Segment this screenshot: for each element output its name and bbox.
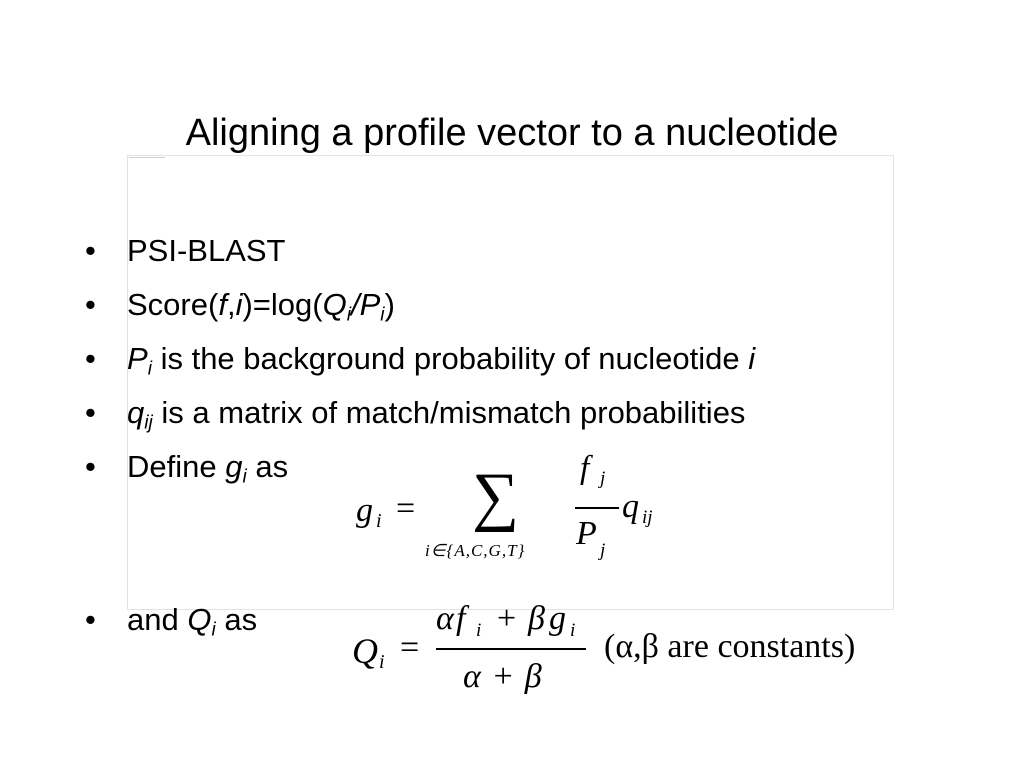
eq-Q-num-f: f: [456, 600, 466, 637]
eq-g-frac-den-sub: j: [600, 540, 606, 561]
bullet-score: • $Score(f,i)=\log(Q_i/P_i)$: [85, 278, 755, 332]
bullet-define-Q: • and $Q_i$ as: [85, 593, 257, 647]
eq-Q-num-alpha: α: [436, 600, 454, 637]
eq-g-rhs: q: [622, 488, 639, 525]
bullet-match-matrix: • $q_{ij}$ is a matrix of match/mismatch probabilities: [85, 386, 755, 440]
eq-g-sum-symbol: ∑: [472, 460, 520, 533]
bullet-background-probability: • $P_i$ is the background probability of nucleotide i: [85, 332, 755, 386]
eq-g-lhs-sub: i: [376, 510, 382, 532]
bullet-psi-blast: • PSI-BLAST: [85, 224, 755, 278]
eq-g-frac-den: P: [576, 515, 597, 552]
eq-g-lhs: g: [356, 492, 373, 529]
eq-Q-num-g: g: [549, 600, 566, 637]
eq-Q-num-f-sub: i: [476, 620, 482, 641]
eq-g-sum-index: i∈{A,C,G,T}: [425, 541, 526, 560]
bullet-list: [85, 224, 755, 494]
eq-Q-num-plus: +: [497, 600, 517, 637]
eq-Q-fraction-bar: [436, 648, 586, 650]
eq-g-frac-num: f: [580, 450, 590, 486]
slide-title: Aligning a profile vector to a nucleotide: [185, 112, 839, 154]
eq-Q-num-beta: β: [528, 600, 545, 637]
eq-g-fraction-bar: [575, 507, 619, 509]
eq-g-rhs-sub: ij: [642, 507, 653, 528]
eq-Q-lhs-sub: i: [379, 651, 385, 673]
eq-g-equals: =: [396, 490, 416, 527]
frame-corner-mark: [129, 157, 165, 162]
eq-Q-num-g-sub: i: [570, 620, 576, 641]
eq-Q-lhs: Q: [352, 631, 378, 671]
eq-Q-constants-note: (α,β are constants): [604, 628, 856, 665]
eq-Q-den: α + β: [463, 658, 542, 695]
eq-g-frac-num-sub: j: [600, 468, 606, 489]
bullet-list-lower: [85, 593, 257, 647]
bullet-define-g: • Define $g_i$ as: [85, 440, 755, 494]
eq-Q-equals: =: [400, 629, 420, 666]
